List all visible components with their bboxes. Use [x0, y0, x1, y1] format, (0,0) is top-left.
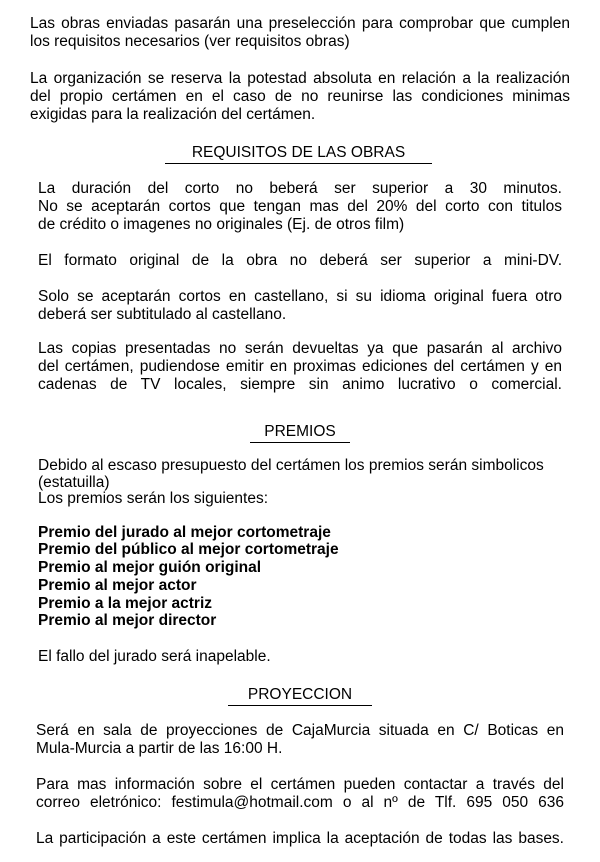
- requisitos-text-line: Las copias presentadas no serán devueltas ya que pasarán al archivo: [38, 340, 562, 357]
- requisitos-text-line: del certámen, pudiendose emitir en proximas ediciones del certámen y en: [38, 358, 562, 375]
- requisitos-text-line: de crédito o imagenes no originales (Ej. de otros film): [38, 216, 405, 233]
- premios-text-line: Debido al escaso presupuesto del certámen los premios serán simbolicos: [38, 457, 544, 474]
- requisitos-text-line: El formato original de la obra no deberá ser superior a mini-DV.: [38, 252, 562, 269]
- intro-text-line: los requisitos necesarios (ver requisitos obras): [30, 33, 350, 50]
- section-heading-proyeccion: PROYECCION: [228, 686, 372, 706]
- organization-text-line: exigidas para la realización del certámen.: [30, 106, 316, 123]
- proyeccion-text-line: correo eletrónico: festimula@hotmail.com o al nº de Tlf. 695 050 636: [36, 794, 564, 811]
- requisitos-text-line: No se aceptarán cortos que tengan mas del 20% del corto con titulos: [38, 198, 562, 215]
- proyeccion-text-line: Mula-Murcia a partir de las 16:00 H.: [36, 740, 283, 757]
- requisitos-text-line: Solo se aceptarán cortos en castellano, si su idioma original fuera otro: [38, 288, 562, 305]
- organization-text-line: del propio certámen en el caso de no reunirse las condiciones minimas: [30, 88, 570, 105]
- intro-text-line: Las obras enviadas pasarán una preselección para comprobar que cumplen: [30, 15, 570, 32]
- requisitos-text-line: deberá ser subtitulado al castellano.: [38, 306, 287, 323]
- premio-item: Premio del jurado al mejor cortometraje: [38, 524, 331, 541]
- premio-item: Premio al mejor guión original: [38, 559, 262, 576]
- premios-text-line: (estatuilla): [38, 474, 110, 491]
- proyeccion-text-line: Será en sala de proyecciones de CajaMurcia situada en C/ Boticas en: [36, 722, 564, 739]
- premio-item: Premio al mejor actor: [38, 577, 197, 594]
- premio-item: Premio al mejor director: [38, 612, 217, 629]
- premios-fallo-text: El fallo del jurado será inapelable.: [38, 648, 271, 665]
- proyeccion-text-line: La participación a este certámen implica la aceptación de todas las bases.: [36, 830, 564, 847]
- premio-item: Premio del público al mejor cortometraje: [38, 541, 339, 558]
- proyeccion-text-line: Para mas información sobre el certámen pueden contactar a través del: [36, 776, 564, 793]
- section-heading-requisitos: REQUISITOS DE LAS OBRAS: [165, 144, 432, 164]
- premio-item: Premio a la mejor actriz: [38, 595, 213, 612]
- organization-text-line: La organización se reserva la potestad absoluta en relación a la realización: [30, 70, 570, 87]
- requisitos-text-line: cadenas de TV locales, siempre sin animo lucrativo o comercial.: [38, 376, 562, 393]
- premios-text-line: Los premios serán los siguientes:: [38, 490, 269, 507]
- section-heading-premios: PREMIOS: [250, 423, 350, 443]
- requisitos-text-line: La duración del corto no beberá ser superior a 30 minutos.: [38, 180, 562, 197]
